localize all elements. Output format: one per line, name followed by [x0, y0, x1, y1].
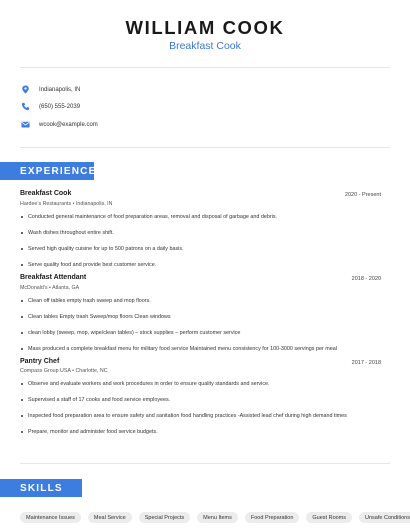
job-dates: 2018 - 2020 — [351, 276, 381, 282]
candidate-title: Breakfast Cook — [169, 40, 241, 52]
contact-email — [21, 120, 98, 129]
job-dates: 2020 - Present — [344, 192, 381, 198]
contact-divider — [20, 147, 390, 148]
job-company-line: McDonald’s • Atlanta, GA — [20, 285, 80, 291]
job-location: Atlanta, GA — [52, 285, 80, 291]
skill-tag: Menu Items — [197, 512, 238, 523]
job-title: Breakfast Attendant — [20, 274, 87, 281]
location-text: Indianapolis, IN — [39, 86, 81, 93]
job-bullets — [20, 213, 370, 269]
phone-icon — [21, 102, 30, 111]
candidate-name: WILLIAM COOK — [125, 17, 285, 38]
job-title: Pantry Chef — [20, 358, 60, 365]
job-location: Indianapolis, IN — [75, 201, 113, 207]
job-bullet: Served high quality cuisine for up to 500 patrons on a daily basis. — [20, 245, 370, 253]
job-dates: 2017 - 2018 — [351, 360, 381, 366]
job-bullet: Wash dishes throughout entire shift. — [20, 229, 370, 237]
job-bullet: Inspected food preparation area to ensure safety and sanitation food handling practices -Assisted lead chef during high demand times — [20, 412, 368, 420]
job-bullet: Observe and evaluate workers and work procedures in order to ensure quality standards and service. — [20, 380, 370, 388]
job-bullet: Serve quality food and provide best customer service. — [20, 261, 370, 269]
skill-tag: Food Preparation — [245, 512, 300, 523]
job-company-line: Compass Group USA • Charlotte, NC — [20, 368, 108, 374]
job-bullets — [20, 297, 370, 353]
contact-phone — [21, 102, 80, 111]
job-bullet: Mass produced a complete breakfast menu for military food service Maintained menu consistency for 100-3000 servings per meal — [20, 345, 370, 353]
skill-tag: Guest Rooms — [306, 512, 352, 523]
job-company: Compass Group USA — [20, 368, 71, 374]
job-bullet: Conducted general maintenance of food preparation areas, removal and disposal of garbage and debris. — [20, 213, 370, 221]
email-text: wcook@example.com — [39, 121, 98, 128]
phone-text: (650) 555-2039 — [39, 103, 81, 110]
job-bullet: Prepare, monitor and administer food service budgets. — [20, 428, 370, 436]
skill-tag: Special Projects — [139, 512, 190, 523]
skills-heading: SKILLS — [0, 479, 82, 497]
job-bullet: Clean off tables empty trash sweep and mop floors. — [20, 297, 370, 305]
job-bullet: clean lobby (sweep, mop, wipe/clean tables) – stock supplies – perform customer service — [20, 329, 370, 337]
job-company: McDonald’s — [20, 285, 48, 291]
skill-tag: Unsafe Conditions — [359, 512, 410, 523]
skills-list — [20, 512, 410, 523]
contact-location — [21, 85, 80, 94]
job-company-line: Hardee’s Restaurants • Indianapolis, IN — [20, 201, 113, 207]
location-pin-icon — [21, 85, 30, 94]
skill-tag: Meal Service — [88, 512, 132, 523]
experience-divider — [20, 463, 390, 464]
job-bullet: Clean tables Empty trash Sweep/mop floors Clean windows — [20, 313, 370, 321]
header-divider — [20, 67, 390, 68]
job-company: Hardee’s Restaurants — [20, 201, 72, 207]
email-icon — [21, 120, 30, 129]
job-bullet: Supervised a staff of 17 cooks and food service employees. — [20, 396, 370, 404]
skill-tag: Maintenance Issues — [20, 512, 81, 523]
job-bullets — [20, 380, 370, 436]
experience-heading: EXPERIENCE — [0, 162, 94, 180]
job-location: Charlotte, NC — [75, 368, 108, 374]
job-title: Breakfast Cook — [20, 190, 72, 197]
